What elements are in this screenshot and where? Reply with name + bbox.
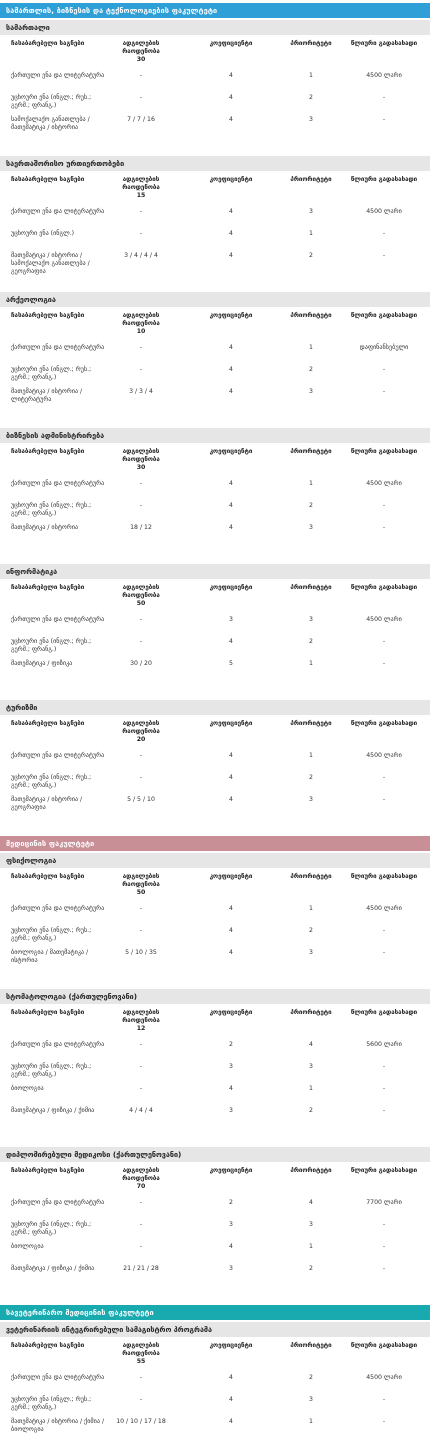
min-score-cell: - — [139, 480, 143, 487]
priority-cell: 1 — [309, 230, 313, 237]
header-places — [106, 448, 176, 472]
priority-cell: 2 — [309, 927, 313, 934]
subject-cell: უცხოური ენა (ინგლ.; რუს.; გერმ.; ფრანგ.) — [11, 927, 92, 942]
subject-cell: ქართული ენა და ლიტერატურა — [11, 344, 105, 351]
places-count: 55 — [136, 1358, 146, 1365]
header-subjects: ჩასაბარებელი საგნები — [11, 40, 85, 47]
min-score-cell: 18 / 12 — [130, 524, 152, 531]
priority-cell: 2 — [309, 1107, 313, 1114]
fee-cell: 7700 ლარი — [366, 1199, 402, 1206]
header-places — [106, 1342, 176, 1366]
subject-cell: ქართული ენა და ლიტერატურა — [11, 752, 105, 759]
min-score-cell: 3 / 3 / 4 — [129, 388, 153, 395]
min-score-cell: - — [139, 1221, 143, 1228]
min-score-cell: 30 / 20 — [130, 660, 152, 667]
fee-cell: - — [382, 1418, 386, 1425]
header-fee: წლიური გადასახადი — [350, 720, 418, 727]
coefficient-cell: 3 — [229, 616, 233, 623]
subject-cell: მათემატიკა / ისტორია / ქიმია / ბიოლოგია — [11, 1418, 105, 1433]
fee-cell: - — [382, 774, 386, 781]
min-score-cell: - — [139, 1041, 143, 1048]
priority-cell: 4 — [309, 1199, 313, 1206]
header-priority: პრიორიტეტი — [290, 584, 332, 591]
priority-cell: 1 — [309, 72, 313, 79]
min-score-cell: - — [139, 94, 143, 101]
priority-cell: 2 — [309, 366, 313, 373]
header-places — [106, 176, 176, 200]
header-places-label: ადგილების რაოდენობა — [122, 1342, 160, 1357]
subject-cell: მათემატიკა / ისტორია — [11, 524, 79, 531]
coefficient-cell: 4 — [229, 1085, 233, 1092]
coefficient-cell: 4 — [229, 1374, 233, 1381]
header-coefficient: კოეფიციენტი — [209, 176, 253, 183]
fee-cell: - — [382, 524, 386, 531]
coefficient-cell: 4 — [229, 344, 233, 351]
priority-cell: 3 — [309, 949, 313, 956]
min-score-cell: - — [139, 1243, 143, 1250]
min-score-cell: - — [139, 638, 143, 645]
program-title: სტომატოლოგია (ქართულენოვანი) — [0, 989, 430, 1004]
header-priority: პრიორიტეტი — [290, 312, 332, 319]
priority-cell: 2 — [309, 638, 313, 645]
min-score-cell: - — [139, 1374, 143, 1381]
priority-cell: 2 — [309, 252, 313, 259]
header-priority: პრიორიტეტი — [290, 873, 332, 880]
faculty-banner: სამართლის, ბიზნესის და ტექნოლოგიების ფაკულტეტი — [0, 3, 430, 18]
header-subjects: ჩასაბარებელი საგნები — [11, 1167, 85, 1174]
coefficient-cell: 4 — [229, 905, 233, 912]
subject-cell: მათემატიკა / ისტორია / სამოქალაქო განათლება / გეოგრაფია — [11, 252, 90, 275]
header-places-label: ადგილების რაოდენობა — [122, 1167, 160, 1182]
coefficient-cell: 3 — [229, 1221, 233, 1228]
coefficient-cell: 4 — [229, 94, 233, 101]
header-places-label: ადგილების რაოდენობა — [122, 40, 160, 55]
header-subjects: ჩასაბარებელი საგნები — [11, 720, 85, 727]
priority-cell: 2 — [309, 94, 313, 101]
header-places — [106, 1009, 176, 1033]
header-places — [106, 584, 176, 608]
priority-cell: 3 — [309, 524, 313, 531]
header-places — [106, 720, 176, 744]
header-coefficient: კოეფიციენტი — [209, 720, 253, 727]
coefficient-cell: 4 — [229, 72, 233, 79]
min-score-cell: - — [139, 752, 143, 759]
header-priority: პრიორიტეტი — [290, 448, 332, 455]
header-coefficient: კოეფიციენტი — [209, 448, 253, 455]
program-title: სამართალი — [0, 20, 430, 35]
subject-cell: სამოქალაქო განათლება / მათემატიკა / ისტორია — [11, 116, 90, 131]
subject-cell: ქართული ენა და ლიტერატურა — [11, 905, 105, 912]
subject-cell: ქართული ენა და ლიტერატურა — [11, 1199, 105, 1206]
coefficient-cell: 4 — [229, 230, 233, 237]
header-places-label: ადგილების რაოდენობა — [122, 720, 160, 735]
coefficient-cell: 4 — [229, 502, 233, 509]
header-subjects: ჩასაბარებელი საგნები — [11, 176, 85, 183]
min-score-cell: - — [139, 1085, 143, 1092]
fee-cell: - — [382, 638, 386, 645]
coefficient-cell: 4 — [229, 1418, 233, 1425]
header-subjects: ჩასაბარებელი საგნები — [11, 584, 85, 591]
header-places — [106, 40, 176, 64]
header-fee: წლიური გადასახადი — [350, 873, 418, 880]
priority-cell: 3 — [309, 388, 313, 395]
header-places-label: ადგილების რაოდენობა — [122, 312, 160, 327]
coefficient-cell: 3 — [229, 1265, 233, 1272]
header-places-label: ადგილების რაოდენობა — [122, 873, 160, 888]
header-coefficient: კოეფიციენტი — [209, 312, 253, 319]
fee-cell: - — [382, 1221, 386, 1228]
header-priority: პრიორიტეტი — [290, 1009, 332, 1016]
priority-cell: 1 — [309, 480, 313, 487]
header-places — [106, 312, 176, 336]
subject-cell: მათემატიკა / ფიზიკა — [11, 660, 73, 667]
priority-cell: 3 — [309, 1396, 313, 1403]
header-fee: წლიური გადასახადი — [350, 1342, 418, 1349]
fee-cell: - — [382, 1396, 386, 1403]
header-priority: პრიორიტეტი — [290, 40, 332, 47]
coefficient-cell: 4 — [229, 927, 233, 934]
subject-cell: ქართული ენა და ლიტერატურა — [11, 208, 105, 215]
fee-cell: - — [382, 252, 386, 259]
faculty-banner: მედიცინის ფაკულტეტი — [0, 836, 430, 851]
places-count: 50 — [136, 889, 146, 896]
header-fee: წლიური გადასახადი — [350, 1009, 418, 1016]
fee-cell: - — [382, 1265, 386, 1272]
faculty-banner: სავეტერინარო მედიცინის ფაკულტეტი — [0, 1305, 430, 1320]
header-fee: წლიური გადასახადი — [350, 40, 418, 47]
coefficient-cell: 3 — [229, 1107, 233, 1114]
subject-cell: უცხოური ენა (ინგლ.; რუს.; გერმ.; ფრანგ.) — [11, 1221, 92, 1236]
priority-cell: 1 — [309, 660, 313, 667]
subject-cell: უცხოური ენა (ინგლ.; რუს.; გერმ.; ფრანგ.) — [11, 366, 92, 381]
places-count: 15 — [136, 192, 146, 199]
fee-cell: - — [382, 796, 386, 803]
fee-cell: - — [382, 949, 386, 956]
coefficient-cell: 4 — [229, 774, 233, 781]
fee-cell: - — [382, 116, 386, 123]
priority-cell: 1 — [309, 752, 313, 759]
subject-cell: უცხოური ენა (ინგლ.; რუს.; გერმ.; ფრანგ.) — [11, 94, 92, 109]
header-coefficient: კოეფიციენტი — [209, 40, 253, 47]
fee-cell: - — [382, 1243, 386, 1250]
fee-cell: 4500 ლარი — [366, 480, 402, 487]
program-title: დიპლომირებული მედიკოსი (ქართულენოვანი) — [0, 1147, 430, 1162]
places-count: 12 — [136, 1025, 146, 1032]
priority-cell: 1 — [309, 1418, 313, 1425]
subject-cell: ქართული ენა და ლიტერატურა — [11, 616, 105, 623]
fee-cell: 5600 ლარი — [366, 1041, 402, 1048]
program-title: არქეოლოგია — [0, 292, 430, 307]
fee-cell: - — [382, 660, 386, 667]
header-priority: პრიორიტეტი — [290, 720, 332, 727]
fee-cell: 4500 ლარი — [366, 616, 402, 623]
coefficient-cell: 4 — [229, 1396, 233, 1403]
min-score-cell: - — [139, 1063, 143, 1070]
subject-cell: ქართული ენა და ლიტერატურა — [11, 1041, 105, 1048]
places-count: 70 — [136, 1183, 146, 1190]
header-fee: წლიური გადასახადი — [350, 176, 418, 183]
min-score-cell: 3 / 4 / 4 / 4 — [124, 252, 158, 259]
priority-cell: 2 — [309, 502, 313, 509]
coefficient-cell: 4 — [229, 524, 233, 531]
header-coefficient: კოეფიციენტი — [209, 873, 253, 880]
coefficient-cell: 2 — [229, 1199, 233, 1206]
min-score-cell: - — [139, 927, 143, 934]
fee-cell: 4500 ლარი — [366, 208, 402, 215]
priority-cell: 2 — [309, 774, 313, 781]
min-score-cell: - — [139, 366, 143, 373]
min-score-cell: 21 / 21 / 28 — [123, 1265, 159, 1272]
subject-cell: უცხოური ენა (ინგლ.) — [11, 230, 75, 237]
coefficient-cell: 4 — [229, 796, 233, 803]
subject-cell: უცხოური ენა (ინგლ.; რუს.; გერმ.; ფრანგ.) — [11, 1063, 92, 1078]
header-places-label: ადგილების რაოდენობა — [122, 176, 160, 191]
header-subjects: ჩასაბარებელი საგნები — [11, 1009, 85, 1016]
header-places — [106, 873, 176, 897]
min-score-cell: - — [139, 616, 143, 623]
coefficient-cell: 5 — [229, 660, 233, 667]
program-title: ინფორმატიკა — [0, 564, 430, 579]
fee-cell: - — [382, 366, 386, 373]
subject-cell: უცხოური ენა (ინგლ.; რუს.; გერმ.; ფრანგ.) — [11, 774, 92, 789]
header-priority: პრიორიტეტი — [290, 1342, 332, 1349]
priority-cell: 3 — [309, 616, 313, 623]
subject-cell: უცხოური ენა (ინგლ.; რუს.; გერმ.; ფრანგ.) — [11, 638, 92, 653]
header-coefficient: კოეფიციენტი — [209, 584, 253, 591]
subject-cell: უცხოური ენა (ინგლ.; რუს.; გერმ.; ფრანგ.) — [11, 1396, 92, 1411]
priority-cell: 1 — [309, 1243, 313, 1250]
places-count: 30 — [136, 56, 146, 63]
header-fee: წლიური გადასახადი — [350, 448, 418, 455]
subject-cell: ქართული ენა და ლიტერატურა — [11, 480, 105, 487]
places-count: 10 — [136, 328, 146, 335]
fee-cell: 4500 ლარი — [366, 72, 402, 79]
subject-cell: ბიოლოგია — [11, 1085, 44, 1092]
min-score-cell: - — [139, 230, 143, 237]
program-title: საერთაშორისო ურთიერთობები — [0, 156, 430, 171]
header-priority: პრიორიტეტი — [290, 1167, 332, 1174]
min-score-cell: - — [139, 208, 143, 215]
subject-cell: მათემატიკა / ისტორია / გეოგრაფია — [11, 796, 83, 811]
priority-cell: 4 — [309, 1041, 313, 1048]
fee-cell: 4500 ლარი — [366, 905, 402, 912]
priority-cell: 3 — [309, 116, 313, 123]
fee-cell: 4500 ლარი — [366, 752, 402, 759]
min-score-cell: - — [139, 72, 143, 79]
fee-cell: - — [382, 94, 386, 101]
priority-cell: 1 — [309, 344, 313, 351]
subject-cell: ქართული ენა და ლიტერატურა — [11, 1374, 105, 1381]
subject-cell: მათემატიკა / ფიზიკა / ქიმია — [11, 1107, 95, 1114]
min-score-cell: - — [139, 344, 143, 351]
coefficient-cell: 4 — [229, 252, 233, 259]
priority-cell: 3 — [309, 1063, 313, 1070]
coefficient-cell: 4 — [229, 366, 233, 373]
subject-cell: მათემატიკა / ფიზიკა / ქიმია — [11, 1265, 95, 1272]
fee-cell: - — [382, 1063, 386, 1070]
coefficient-cell: 4 — [229, 638, 233, 645]
places-count: 50 — [136, 600, 146, 607]
header-fee: წლიური გადასახადი — [350, 584, 418, 591]
header-fee: წლიური გადასახადი — [350, 312, 418, 319]
program-title: ვეტერინარიის ინტეგრირებული სამაგისტრო პროგრამა — [0, 1322, 430, 1337]
header-subjects: ჩასაბარებელი საგნები — [11, 873, 85, 880]
min-score-cell: - — [139, 774, 143, 781]
min-score-cell: 10 / 10 / 17 / 18 — [116, 1418, 166, 1425]
priority-cell: 3 — [309, 208, 313, 215]
header-coefficient: კოეფიციენტი — [209, 1342, 253, 1349]
subject-cell: ბიოლოგია / მათემატიკა / ისტორია — [11, 949, 89, 964]
min-score-cell: 4 / 4 / 4 — [129, 1107, 153, 1114]
fee-cell: - — [382, 388, 386, 395]
header-places-label: ადგილების რაოდენობა — [122, 584, 160, 599]
coefficient-cell: 4 — [229, 480, 233, 487]
fee-cell: დაფინანსებული — [359, 344, 409, 351]
subject-cell: ბიოლოგია — [11, 1243, 44, 1250]
subject-cell: ქართული ენა და ლიტერატურა — [11, 72, 105, 79]
subject-cell: მათემატიკა / ისტორია / ლიტერატურა — [11, 388, 83, 403]
priority-cell: 2 — [309, 1265, 313, 1272]
places-count: 20 — [136, 736, 146, 743]
fee-cell: - — [382, 502, 386, 509]
header-fee: წლიური გადასახადი — [350, 1167, 418, 1174]
program-title: ბიზნესის ადმინისტრირება — [0, 428, 430, 443]
coefficient-cell: 2 — [229, 1041, 233, 1048]
priority-cell: 1 — [309, 1085, 313, 1092]
min-score-cell: - — [139, 905, 143, 912]
coefficient-cell: 4 — [229, 949, 233, 956]
header-priority: პრიორიტეტი — [290, 176, 332, 183]
header-coefficient: კოეფიციენტი — [209, 1009, 253, 1016]
header-subjects: ჩასაბარებელი საგნები — [11, 312, 85, 319]
coefficient-cell: 4 — [229, 1243, 233, 1250]
header-places — [106, 1167, 176, 1191]
fee-cell: - — [382, 230, 386, 237]
fee-cell: - — [382, 1107, 386, 1114]
header-places-label: ადგილების რაოდენობა — [122, 448, 160, 463]
places-count: 30 — [136, 464, 146, 471]
coefficient-cell: 4 — [229, 388, 233, 395]
fee-cell: - — [382, 927, 386, 934]
coefficient-cell: 3 — [229, 1063, 233, 1070]
priority-cell: 3 — [309, 1221, 313, 1228]
min-score-cell: 5 / 10 / 35 — [125, 949, 157, 956]
header-coefficient: კოეფიციენტი — [209, 1167, 253, 1174]
fee-cell: 4500 ლარი — [366, 1374, 402, 1381]
min-score-cell: 5 / 5 / 10 — [127, 796, 155, 803]
coefficient-cell: 4 — [229, 752, 233, 759]
fee-cell: - — [382, 1085, 386, 1092]
priority-cell: 3 — [309, 796, 313, 803]
coefficient-cell: 4 — [229, 116, 233, 123]
program-title: ფსიქოლოგია — [0, 853, 430, 868]
header-subjects: ჩასაბარებელი საგნები — [11, 1342, 85, 1349]
min-score-cell: 7 / 7 / 16 — [127, 116, 155, 123]
min-score-cell: - — [139, 502, 143, 509]
min-score-cell: - — [139, 1199, 143, 1206]
header-subjects: ჩასაბარებელი საგნები — [11, 448, 85, 455]
subject-cell: უცხოური ენა (ინგლ.; რუს.; გერმ.; ფრანგ.) — [11, 502, 92, 517]
min-score-cell: - — [139, 1396, 143, 1403]
priority-cell: 2 — [309, 1374, 313, 1381]
coefficient-cell: 4 — [229, 208, 233, 215]
header-places-label: ადგილების რაოდენობა — [122, 1009, 160, 1024]
priority-cell: 1 — [309, 905, 313, 912]
program-title: ტურიზმი — [0, 700, 430, 715]
